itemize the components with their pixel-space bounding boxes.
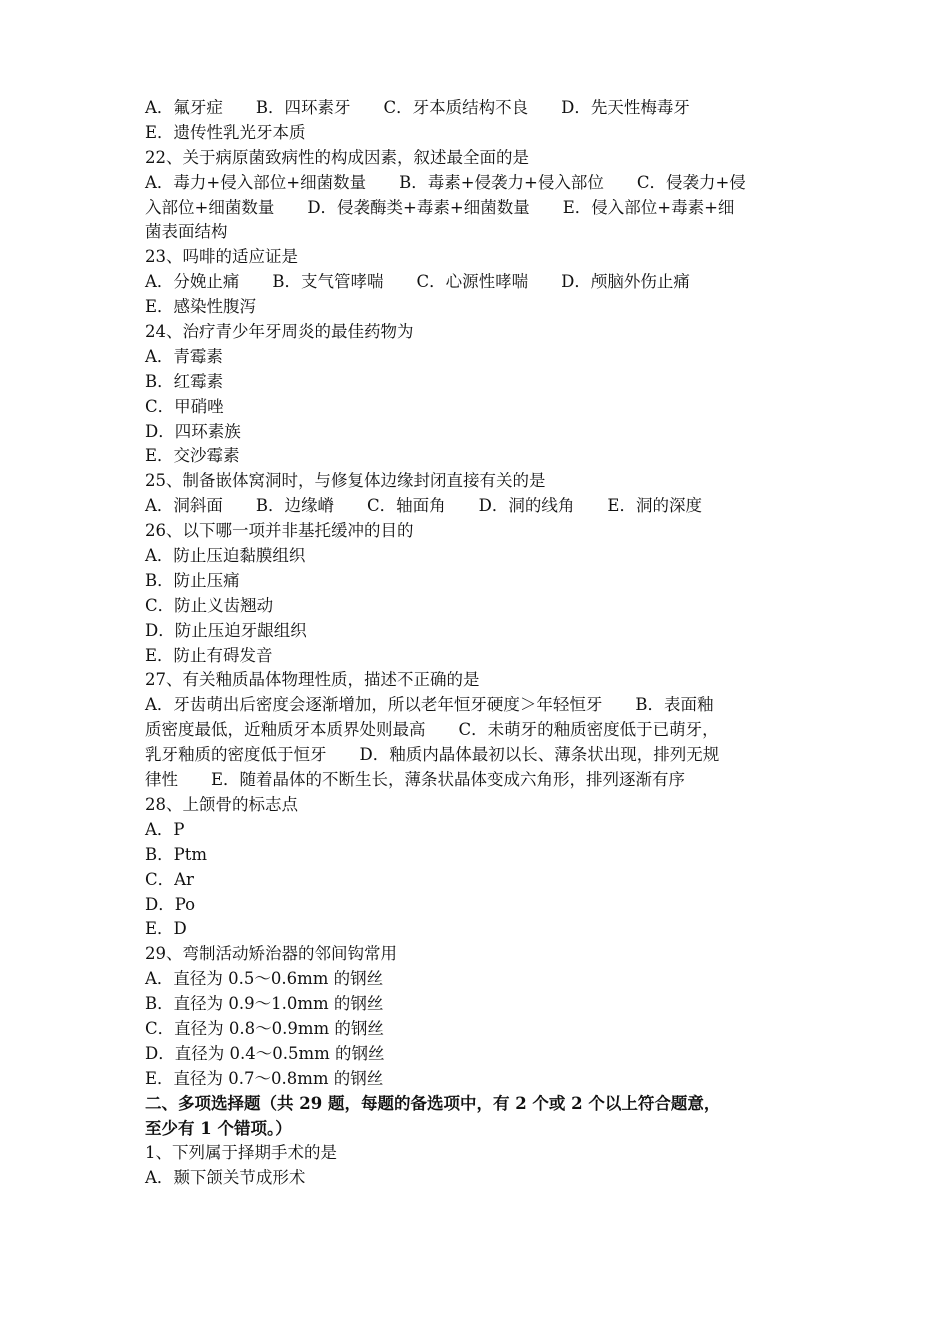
option-line: A．颞下颌关节成形术 xyxy=(145,1168,306,1188)
text-line: A．毒力+侵入部位+细菌数量 B．毒素+侵袭力+侵入部位 C．侵袭力+侵 xyxy=(145,172,746,192)
option-line: C．直径为 0.8～0.9mm 的钢丝 xyxy=(145,1018,384,1038)
option-line: D．直径为 0.4～0.5mm 的钢丝 xyxy=(145,1043,385,1063)
option-line: A．青霉素 xyxy=(145,346,223,366)
option-line: B．防止压痛 xyxy=(145,570,240,590)
text-line: E．感染性腹泻 xyxy=(145,297,257,317)
text-line: 质密度最低，近釉质牙本质界处则最高 C．未萌牙的釉质密度低于已萌牙， xyxy=(145,720,719,740)
question-line: 28、上颌骨的标志点 xyxy=(145,794,298,814)
text-line: 入部位+细菌数量 D．侵袭酶类+毒素+细菌数量 E．侵入部位+毒素+细 xyxy=(145,197,735,217)
document-page xyxy=(145,96,810,1191)
question-line: 23、吗啡的适应证是 xyxy=(145,247,298,267)
text-line: E．遗传性乳光牙本质 xyxy=(145,122,306,142)
text-line: 乳牙釉质的密度低于恒牙 D．釉质内晶体最初以长、薄条状出现，排列无规 xyxy=(145,745,720,765)
question-line: 29、弯制活动矫治器的邻间钩常用 xyxy=(145,944,397,964)
question-line: 24、治疗青少年牙周炎的最佳药物为 xyxy=(145,322,414,342)
question-line: 27、有关釉质晶体物理性质，描述不正确的是 xyxy=(145,670,480,690)
option-line: E．防止有碍发音 xyxy=(145,645,273,665)
question-line: 1、下列属于择期手术的是 xyxy=(145,1143,337,1163)
text-line: A．牙齿萌出后密度会逐渐增加，所以老年恒牙硬度＞年轻恒牙 B．表面釉 xyxy=(145,695,714,715)
text-line: 菌表面结构 xyxy=(145,222,228,242)
text-line: A．分娩止痛 B．支气管哮喘 C．心源性哮喘 D．颅脑外伤止痛 xyxy=(145,272,690,292)
question-line: 26、以下哪一项并非基托缓冲的目的 xyxy=(145,521,414,541)
option-line: A．直径为 0.5～0.6mm 的钢丝 xyxy=(145,969,384,989)
option-line: E．直径为 0.7～0.8mm 的钢丝 xyxy=(145,1068,384,1088)
text-line: A．洞斜面 B．边缘嵴 C．轴面角 D．洞的线角 E．洞的深度 xyxy=(145,496,702,516)
question-line: 25、制备嵌体窝洞时，与修复体边缘封闭直接有关的是 xyxy=(145,471,546,491)
text-line: A．氟牙症 B．四环素牙 C．牙本质结构不良 D．先天性梅毒牙 xyxy=(145,98,690,117)
section-heading: 二、多项选择题（共 29 题，每题的备选项中，有 2 个或 2 个以上符合题意， xyxy=(145,1093,721,1113)
option-line: B．Ptm xyxy=(145,844,208,864)
option-line: A．P xyxy=(145,819,185,839)
option-line: C．Ar xyxy=(145,869,194,889)
option-line: B．红霉素 xyxy=(145,371,224,391)
option-line: C．甲硝唑 xyxy=(145,396,224,416)
option-line: C．防止义齿翘动 xyxy=(145,595,274,615)
option-line: E．交沙霉素 xyxy=(145,446,240,466)
option-line: D．四环素族 xyxy=(145,421,241,441)
option-line: D．Po xyxy=(145,894,196,914)
option-line: A．防止压迫黏膜组织 xyxy=(145,546,306,566)
option-line: D．防止压迫牙龈组织 xyxy=(145,620,307,640)
option-line: E．D xyxy=(145,919,187,939)
text-line: 律性 E．随着晶体的不断生长，薄条状晶体变成六角形，排列逐渐有序 xyxy=(145,770,686,790)
question-line: 22、关于病原菌致病性的构成因素，叙述最全面的是 xyxy=(145,147,529,167)
option-line: B．直径为 0.9～1.0mm 的钢丝 xyxy=(145,994,384,1014)
section-heading: 至少有 1 个错项。） xyxy=(145,1118,292,1138)
